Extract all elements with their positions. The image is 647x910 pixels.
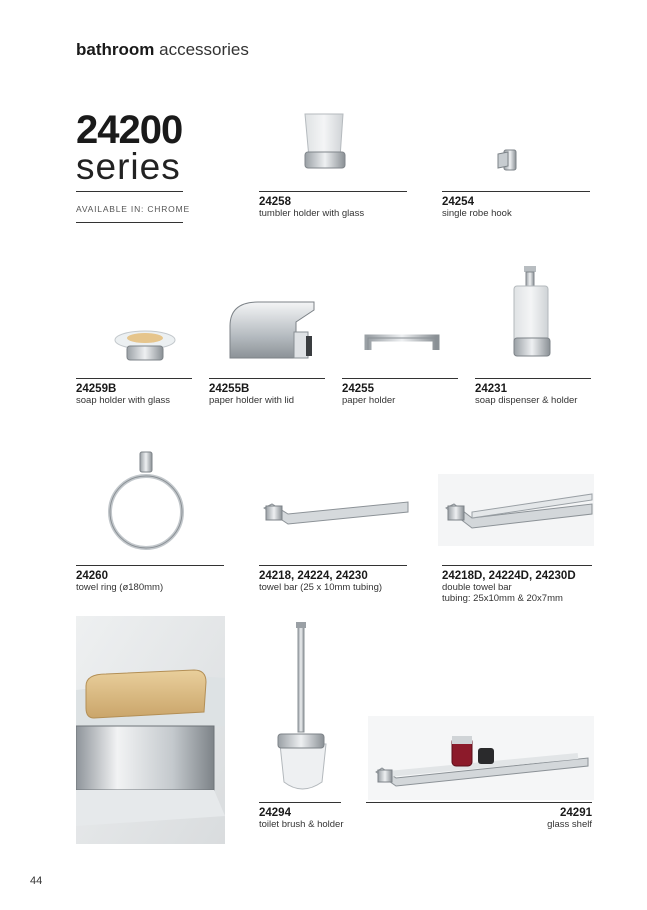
product-desc: paper holder with lid	[209, 395, 295, 406]
product-desc: single robe hook	[442, 208, 512, 219]
soap-holder-closeup-image	[76, 616, 225, 844]
product-24218D	[442, 570, 576, 604]
product-desc: towel bar (25 x 10mm tubing)	[259, 582, 383, 593]
divider	[76, 378, 192, 379]
glass-shelf-image	[368, 716, 594, 800]
product-code: 24259B	[76, 383, 117, 395]
header-light: accessories	[159, 40, 249, 59]
product-code: 24254	[442, 196, 474, 208]
tumbler-holder-image	[295, 108, 355, 174]
soap-dispenser-image	[508, 262, 558, 360]
product-code: 24218D, 24224D, 24230D	[442, 570, 576, 582]
product-code: 24260	[76, 570, 108, 582]
product-desc: tumbler holder with glass	[259, 208, 365, 219]
product-24218	[259, 570, 382, 593]
product-24254	[442, 196, 512, 219]
soap-holder-image	[110, 322, 180, 364]
product-desc: double towel bar	[442, 582, 512, 593]
product-code: 24231	[475, 383, 507, 395]
product-24255	[342, 383, 395, 406]
divider	[442, 191, 590, 192]
product-code: 24294	[259, 807, 291, 819]
product-desc: towel ring (ø180mm)	[76, 582, 164, 593]
product-24260	[76, 570, 163, 593]
divider	[209, 378, 325, 379]
product-desc-extra: tubing: 25x10mm & 20x7mm	[442, 593, 563, 604]
product-desc: glass shelf	[547, 819, 592, 830]
divider	[259, 565, 407, 566]
availability: AVAILABLE IN: CHROME	[76, 204, 190, 214]
towel-ring-image	[104, 448, 188, 556]
product-24258	[259, 196, 364, 219]
product-code: 24291	[560, 807, 592, 819]
product-code: 24258	[259, 196, 291, 208]
divider	[475, 378, 591, 379]
divider	[76, 222, 183, 223]
product-code: 24255B	[209, 383, 250, 395]
robe-hook-image	[490, 140, 530, 175]
double-towel-bar-image	[438, 474, 594, 546]
towel-bar-image	[258, 490, 410, 534]
product-24294	[259, 807, 344, 830]
paper-holder-lid-image	[218, 296, 318, 370]
series-word: series	[76, 146, 181, 187]
toilet-brush-image	[272, 622, 332, 798]
header-bold: bathroom	[76, 40, 155, 59]
product-desc: soap dispenser & holder	[475, 395, 578, 406]
product-24231	[475, 383, 577, 406]
divider	[259, 191, 407, 192]
product-24291	[492, 807, 592, 830]
product-24255B	[209, 383, 294, 406]
product-desc: paper holder	[342, 395, 396, 406]
section-header	[76, 40, 249, 60]
divider	[76, 191, 183, 192]
divider	[442, 565, 592, 566]
series-number: 24200	[76, 108, 183, 152]
divider	[342, 378, 458, 379]
product-24259B	[76, 383, 170, 406]
product-desc: toilet brush & holder	[259, 819, 344, 830]
product-desc: soap holder with glass	[76, 395, 170, 406]
page-number: 44	[30, 875, 43, 887]
divider	[76, 565, 224, 566]
divider	[366, 802, 592, 803]
divider	[259, 802, 341, 803]
product-code: 24218, 24224, 24230	[259, 570, 368, 582]
product-code: 24255	[342, 383, 374, 395]
paper-holder-image	[362, 330, 442, 358]
